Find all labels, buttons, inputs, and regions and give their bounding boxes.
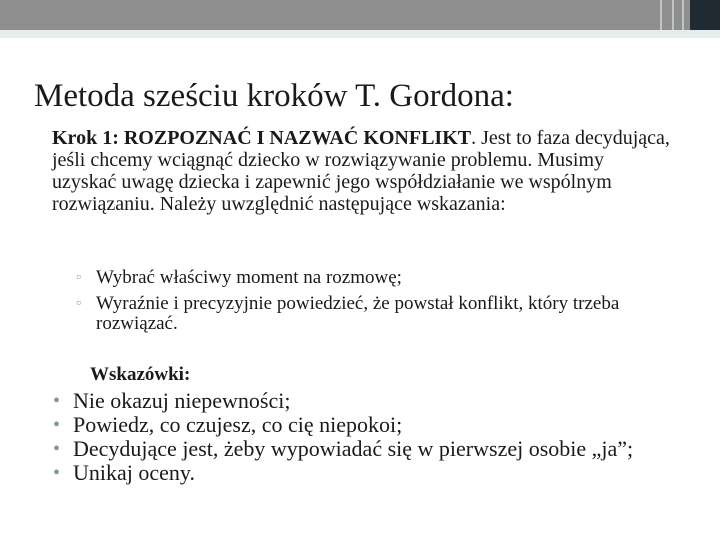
- square-bullet-icon: ▫: [76, 270, 81, 285]
- bullet-icon: •: [53, 438, 61, 460]
- list-item: [53, 389, 673, 413]
- tip-text: Decydujące jest, żeby wypowiadać się w pierwszej osobie „ja”;: [73, 436, 634, 461]
- list-item: [76, 294, 696, 334]
- tip-text: Unikaj oceny.: [73, 460, 195, 485]
- tip-text: Powiedz, co czujesz, co cię niepokoi;: [73, 412, 403, 437]
- tip-text: Nie okazuj niepewności;: [73, 388, 291, 413]
- step-text: . Jest to faza decydująca, jeśli chcemy wciągnąć dziecko w rozwiązywanie problemu. Musimy uzyskać uwagę dziecka i zapewnić jego współdziałanie we wspólnym rozwiązaniu. Należy uwzględnić następujące wskazania:: [52, 127, 670, 215]
- step-heading: Krok 1: ROZPOZNAĆ I NAZWAĆ KONFLIKT: [52, 127, 472, 149]
- top-band-dark: [690, 0, 720, 32]
- band-stripe: [672, 0, 674, 30]
- bullet-icon: •: [53, 462, 61, 484]
- slide-title: Metoda sześciu kroków T. Gordona:: [34, 78, 514, 114]
- list-item: [53, 413, 673, 437]
- list-item: [53, 437, 673, 461]
- bullet-icon: •: [53, 390, 61, 412]
- top-band: [0, 0, 720, 30]
- square-bullet-icon: ▫: [76, 296, 81, 311]
- sub-item-text: Wyraźnie i precyzyjnie powiedzieć, że powstał konflikt, który trzeba rozwiązać.: [96, 293, 620, 334]
- list-item: [53, 461, 673, 485]
- bullet-icon: •: [53, 414, 61, 436]
- band-stripe: [682, 0, 684, 30]
- tips-label: Wskazówki:: [90, 364, 191, 385]
- list-item: [76, 268, 696, 288]
- sub-list: [76, 268, 696, 340]
- top-band-grey: [0, 0, 690, 30]
- top-band-light: [0, 30, 720, 38]
- step-paragraph: [52, 127, 672, 215]
- tips-list: [53, 389, 673, 485]
- band-stripe: [660, 0, 662, 30]
- sub-item-text: Wybrać właściwy moment na rozmowę;: [96, 267, 402, 288]
